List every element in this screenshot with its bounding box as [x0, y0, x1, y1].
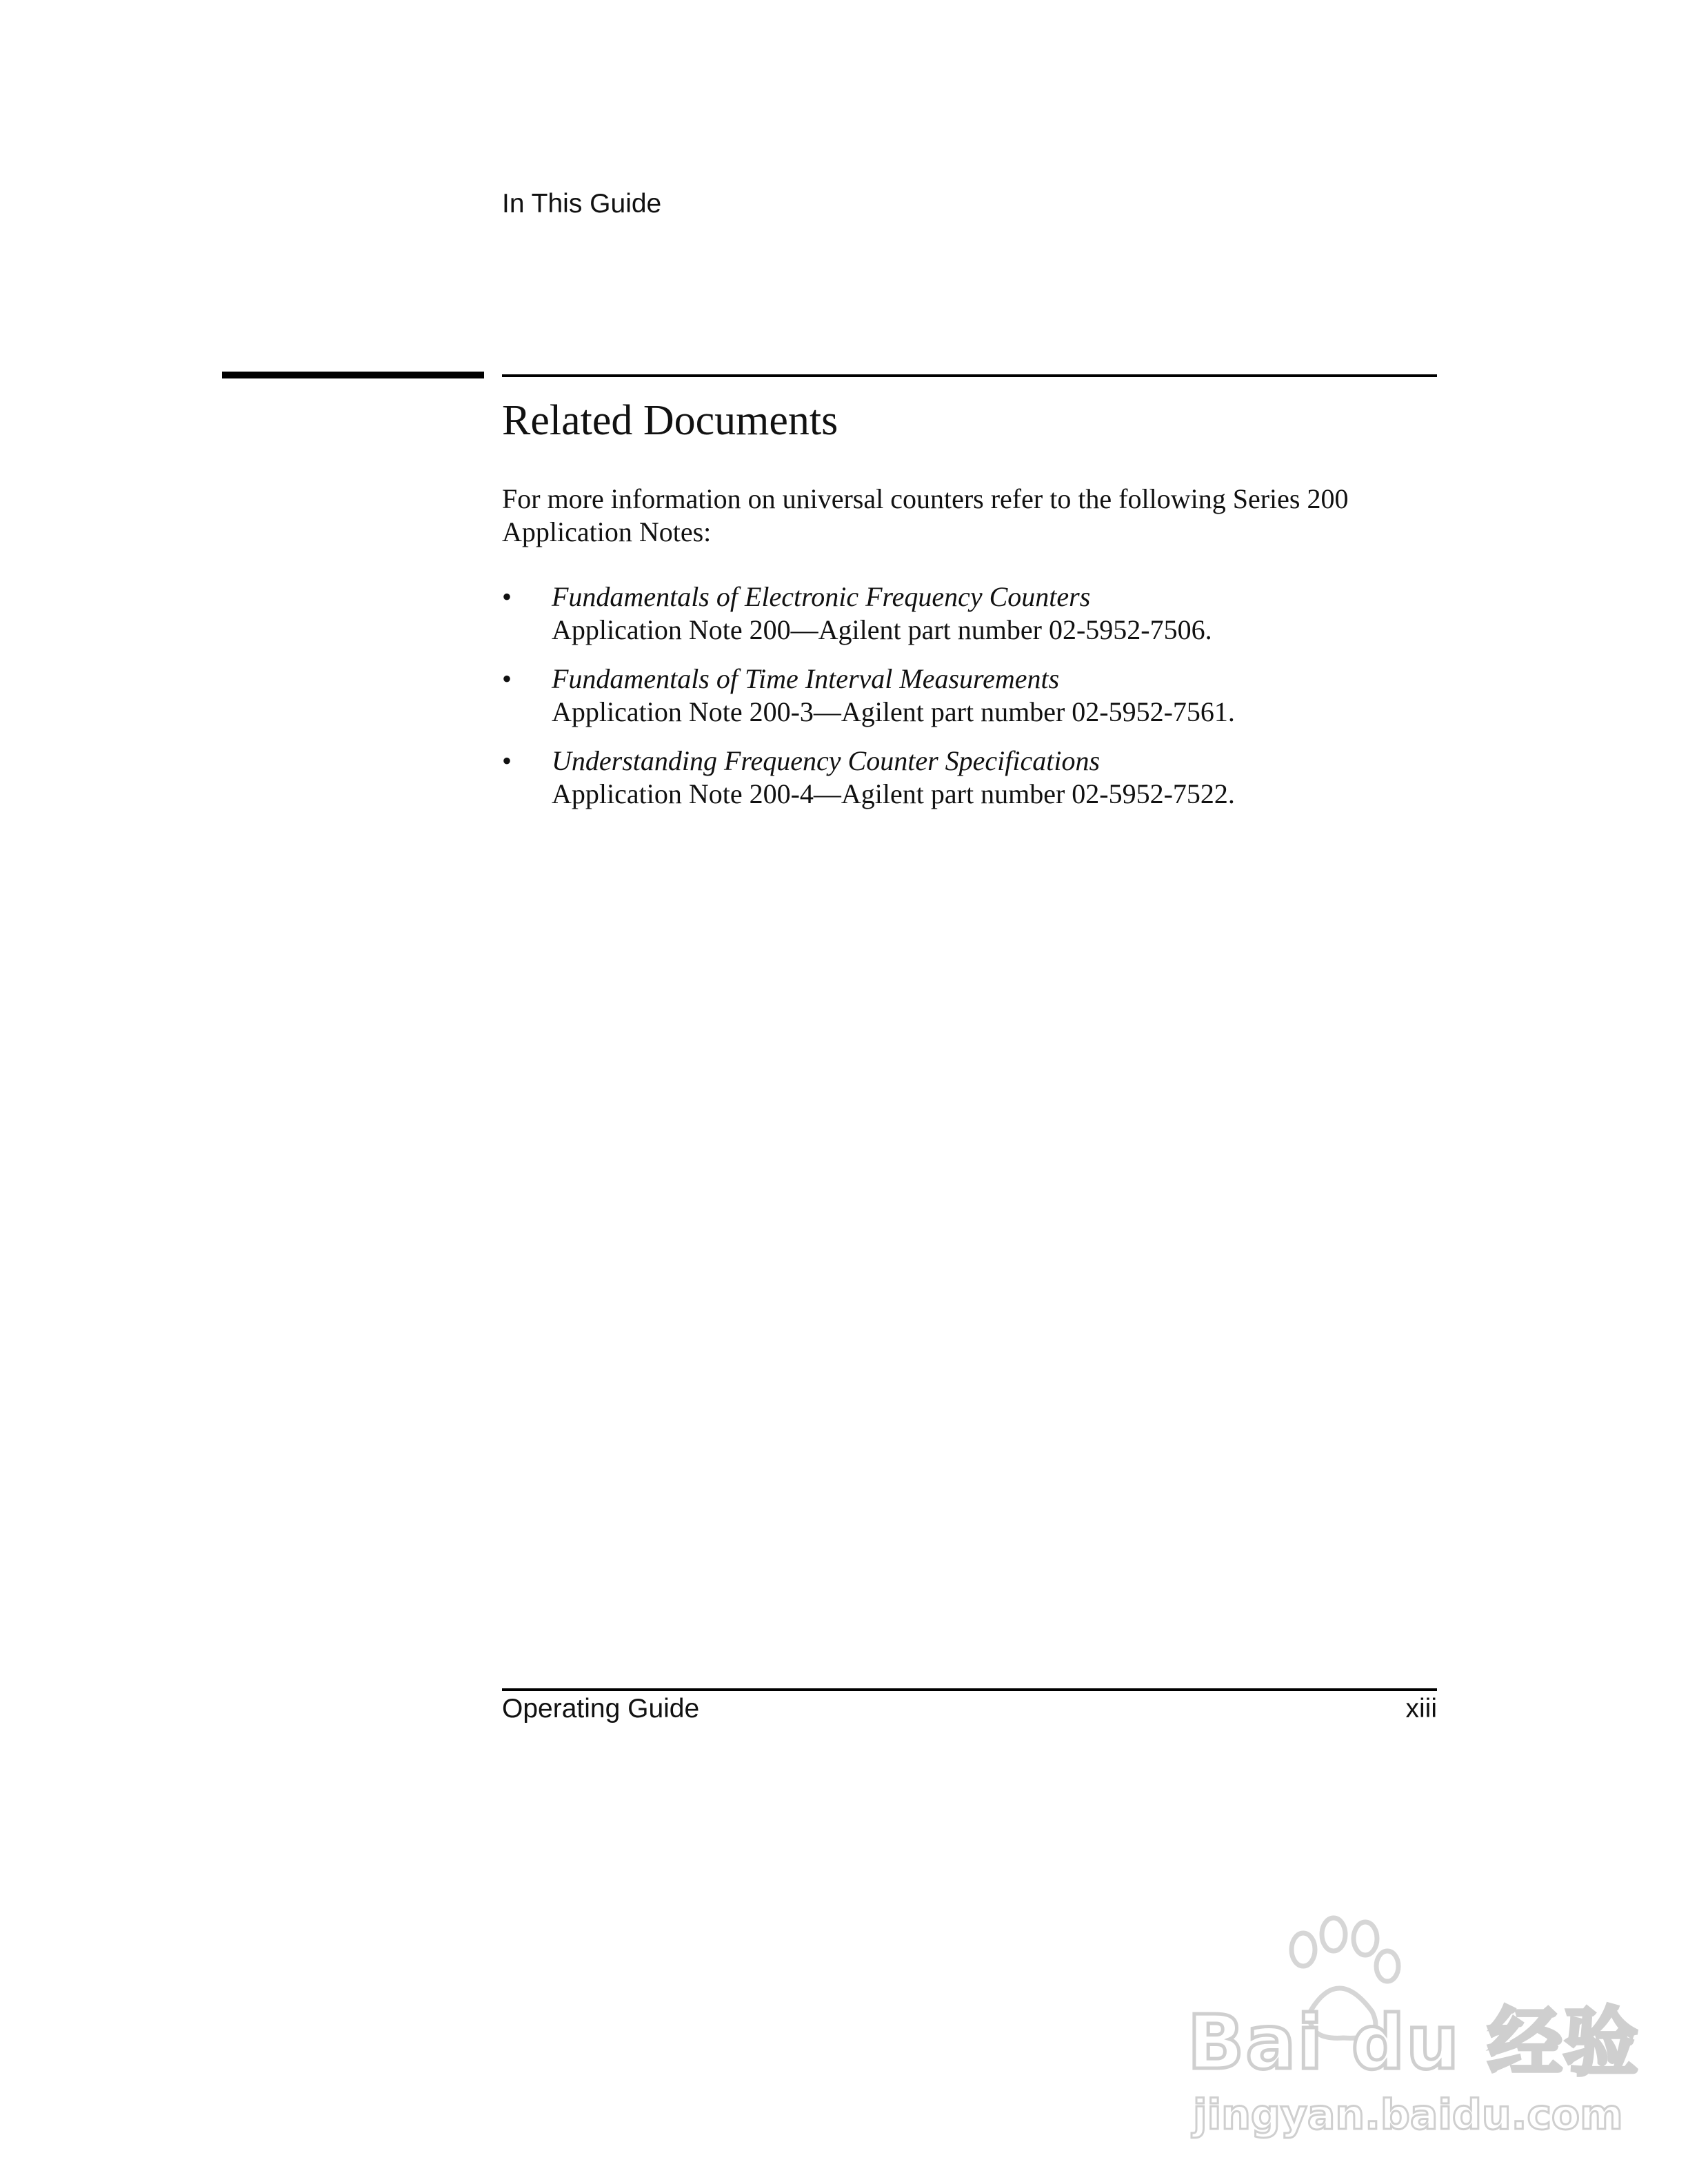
section-marker-rule — [222, 372, 484, 378]
list-item — [502, 580, 1437, 647]
watermark-brand-text: Bai du 经验 — [1187, 2000, 1640, 2086]
bullet-icon: • — [502, 663, 512, 694]
document-title: Fundamentals of Electronic Frequency Counters — [552, 581, 1091, 612]
related-documents-list — [502, 580, 1437, 827]
footer-rule — [502, 1688, 1437, 1691]
list-item — [502, 663, 1437, 729]
bullet-icon: • — [502, 581, 512, 612]
baidu-watermark — [1165, 1910, 1640, 2144]
bullet-icon: • — [502, 745, 512, 776]
document-reference: Application Note 200-4—Agilent part number 02-5952-7522. — [552, 778, 1235, 809]
section-title: Related Documents — [502, 397, 838, 444]
document-title: Understanding Frequency Counter Specifications — [552, 745, 1101, 776]
footer-guide-name: Operating Guide — [502, 1694, 700, 1723]
section-divider-rule — [502, 374, 1437, 377]
running-header: In This Guide — [502, 189, 662, 219]
list-item — [502, 745, 1437, 811]
watermark-url-text: jingyan.baidu.com — [1193, 2091, 1623, 2139]
document-reference: Application Note 200-3—Agilent part number 02-5952-7561. — [552, 696, 1235, 727]
document-title: Fundamentals of Time Interval Measurements — [552, 663, 1060, 694]
intro-paragraph: For more information on universal counters refer to the following Series 200 Application Notes: — [502, 483, 1349, 547]
document-reference: Application Note 200—Agilent part number 02-5952-7506. — [552, 614, 1212, 645]
page-number: xiii — [1405, 1694, 1437, 1723]
